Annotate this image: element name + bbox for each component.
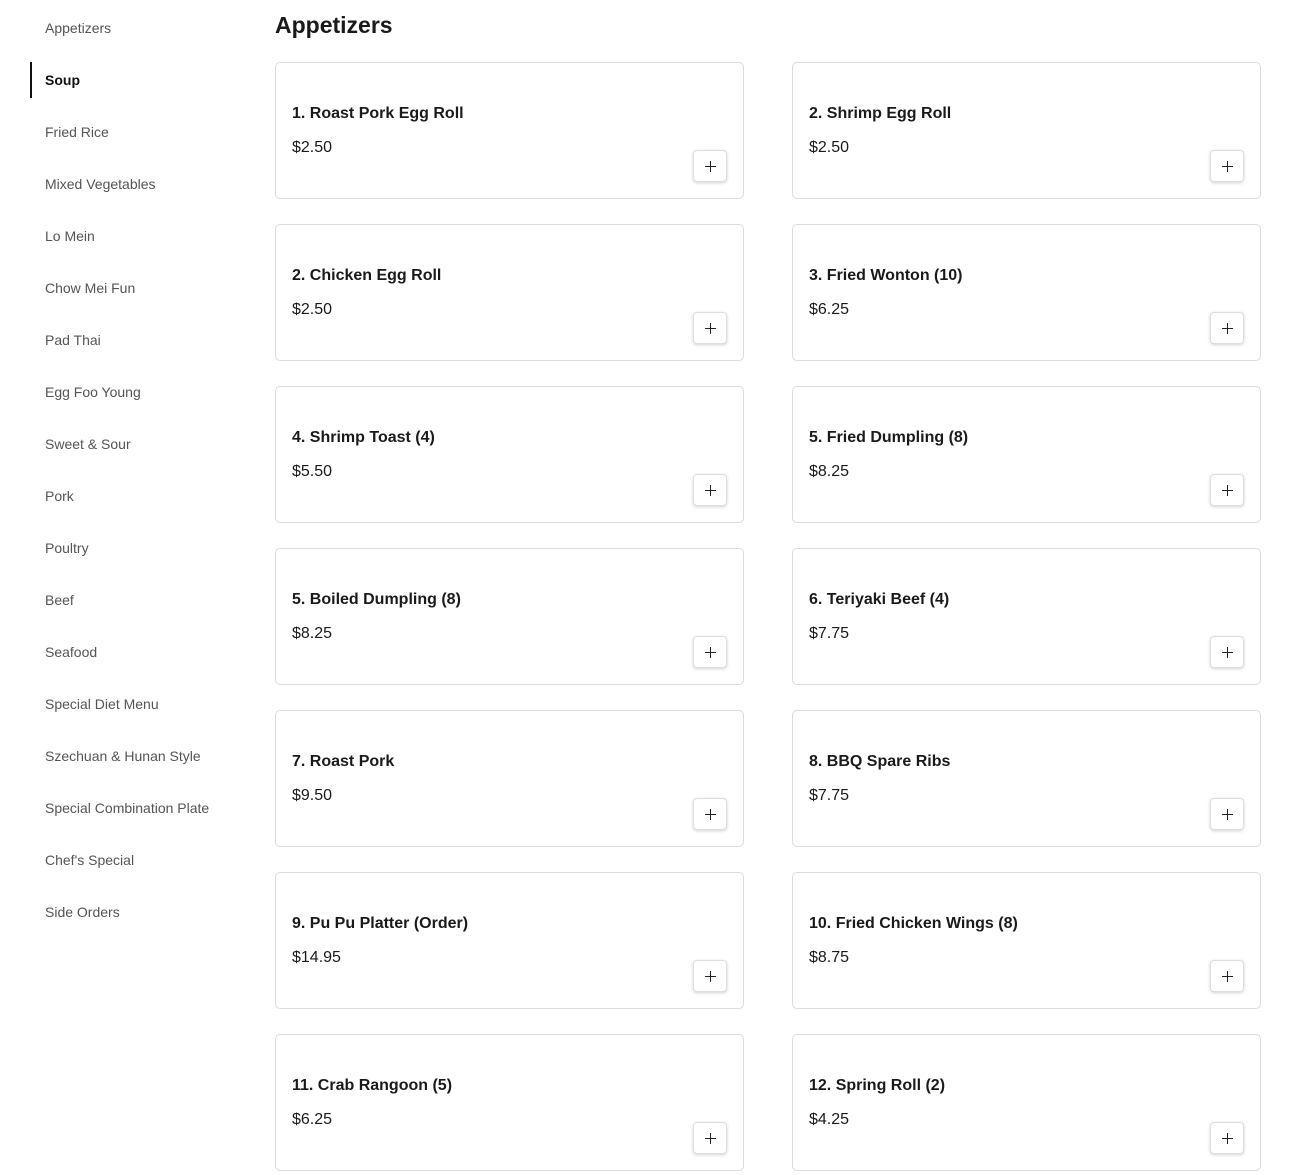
menu-item-card[interactable] (792, 710, 1261, 847)
menu-item-price: $14.95 (292, 949, 341, 966)
sidebar-item-special-combination-plate[interactable] (30, 782, 245, 834)
sidebar-item-label: Fried Rice (45, 124, 109, 140)
menu-item-name: 9. Pu Pu Platter (Order) (292, 915, 469, 932)
sidebar-item-label: Soup (45, 72, 80, 88)
plus-icon (1222, 971, 1233, 982)
sidebar-item-seafood[interactable] (30, 626, 245, 678)
menu-item-grid (275, 62, 1261, 1171)
sidebar-item-label: Sweet & Sour (45, 436, 131, 452)
sidebar-item-special-diet-menu[interactable] (30, 678, 245, 730)
plus-icon (1222, 1133, 1233, 1144)
sidebar-item-label: Seafood (45, 644, 98, 660)
sidebar-item-sweet-and-sour[interactable] (30, 418, 245, 470)
menu-item-name: 11. Crab Rangoon (5) (292, 1077, 453, 1094)
add-to-cart-button[interactable] (693, 798, 727, 830)
menu-item-price: $8.25 (292, 625, 333, 642)
sidebar-item-label: Mixed Vegetables (45, 176, 156, 192)
add-to-cart-button[interactable] (693, 1122, 727, 1154)
sidebar-item-mixed-vegetables[interactable] (30, 158, 245, 210)
add-to-cart-button[interactable] (1210, 1122, 1244, 1154)
sidebar-item-chow-mei-fun[interactable] (30, 262, 245, 314)
sidebar-item-pad-thai[interactable] (30, 314, 245, 366)
plus-icon (1222, 809, 1233, 820)
plus-icon (1222, 323, 1233, 334)
menu-item-name: 2. Shrimp Egg Roll (809, 105, 952, 122)
sidebar-item-soup[interactable] (30, 54, 245, 106)
add-to-cart-button[interactable] (693, 312, 727, 344)
menu-item-card[interactable] (792, 548, 1261, 685)
menu-item-name: 5. Fried Dumpling (8) (809, 429, 969, 446)
menu-item-card[interactable] (275, 224, 744, 361)
add-to-cart-button[interactable] (693, 474, 727, 506)
plus-icon (705, 161, 716, 172)
sidebar-item-label: Szechuan & Hunan Style (45, 748, 201, 764)
sidebar-item-label: Chow Mei Fun (45, 280, 136, 296)
plus-icon (1222, 485, 1233, 496)
sidebar-item-label: Egg Foo Young (45, 384, 141, 400)
menu-item-card[interactable] (275, 872, 744, 1009)
menu-item-price: $6.25 (292, 1111, 333, 1128)
plus-icon (705, 647, 716, 658)
sidebar-item-appetizers[interactable] (30, 2, 245, 54)
menu-item-name: 4. Shrimp Toast (4) (292, 429, 435, 446)
menu-item-card[interactable] (792, 1034, 1261, 1171)
menu-item-price: $2.50 (292, 301, 333, 318)
menu-item-price: $5.50 (292, 463, 333, 480)
menu-item-name: 5. Boiled Dumpling (8) (292, 591, 461, 608)
menu-item-price: $9.50 (292, 787, 333, 804)
sidebar-item-label: Pad Thai (45, 332, 101, 348)
menu-item-price: $7.75 (809, 625, 850, 642)
menu-item-name: 6. Teriyaki Beef (4) (809, 591, 950, 608)
sidebar-item-label: Side Orders (45, 904, 120, 920)
add-to-cart-button[interactable] (693, 960, 727, 992)
sidebar-item-label: Pork (45, 488, 74, 504)
add-to-cart-button[interactable] (1210, 150, 1244, 182)
plus-icon (705, 323, 716, 334)
menu-item-card[interactable] (275, 1034, 744, 1171)
menu-item-price: $2.50 (809, 139, 850, 156)
menu-item-card[interactable] (792, 872, 1261, 1009)
sidebar-item-beef[interactable] (30, 574, 245, 626)
sidebar-item-side-orders[interactable] (30, 886, 245, 938)
add-to-cart-button[interactable] (1210, 960, 1244, 992)
menu-item-price: $8.25 (809, 463, 850, 480)
plus-icon (705, 971, 716, 982)
sidebar-item-chef-s-special[interactable] (30, 834, 245, 886)
sidebar-item-egg-foo-young[interactable] (30, 366, 245, 418)
sidebar-item-label: Beef (45, 592, 74, 608)
category-list (30, 2, 245, 938)
menu-item-card[interactable] (275, 386, 744, 523)
menu-item-price: $6.25 (809, 301, 850, 318)
plus-icon (705, 485, 716, 496)
add-to-cart-button[interactable] (1210, 798, 1244, 830)
menu-item-name: 8. BBQ Spare Ribs (809, 753, 951, 770)
menu-item-name: 7. Roast Pork (292, 753, 395, 770)
menu-item-card[interactable] (275, 62, 744, 199)
sidebar-item-szechuan-and-hunan-style[interactable] (30, 730, 245, 782)
sidebar-item-pork[interactable] (30, 470, 245, 522)
menu-item-name: 2. Chicken Egg Roll (292, 267, 442, 284)
plus-icon (705, 809, 716, 820)
sidebar-item-poultry[interactable] (30, 522, 245, 574)
sidebar-item-label: Poultry (45, 540, 89, 556)
sidebar-item-label: Chef's Special (45, 852, 135, 868)
menu-item-card[interactable] (792, 386, 1261, 523)
menu-item-name: 10. Fried Chicken Wings (8) (809, 915, 1018, 932)
menu-item-price: $4.25 (809, 1111, 850, 1128)
add-to-cart-button[interactable] (1210, 474, 1244, 506)
sidebar-item-label: Lo Mein (45, 228, 95, 244)
sidebar-item-label: Appetizers (45, 20, 112, 36)
sidebar-item-fried-rice[interactable] (30, 106, 245, 158)
plus-icon (1222, 647, 1233, 658)
add-to-cart-button[interactable] (693, 150, 727, 182)
sidebar-item-label: Special Combination Plate (45, 800, 210, 816)
menu-item-card[interactable] (792, 62, 1261, 199)
section-title: Appetizers (275, 12, 393, 38)
add-to-cart-button[interactable] (1210, 636, 1244, 668)
menu-item-card[interactable] (792, 224, 1261, 361)
menu-item-price: $7.75 (809, 787, 850, 804)
menu-item-price: $8.75 (809, 949, 850, 966)
menu-item-card[interactable] (275, 710, 744, 847)
menu-item-name: 3. Fried Wonton (10) (809, 267, 963, 284)
menu-item-name: 1. Roast Pork Egg Roll (292, 105, 464, 122)
category-sidebar (0, 0, 250, 1175)
menu-item-price: $2.50 (292, 139, 333, 156)
add-to-cart-button[interactable] (693, 636, 727, 668)
plus-icon (1222, 161, 1233, 172)
sidebar-item-lo-mein[interactable] (30, 210, 245, 262)
sidebar-item-label: Special Diet Menu (45, 696, 159, 712)
menu-item-name: 12. Spring Roll (2) (809, 1077, 946, 1094)
menu-item-card[interactable] (275, 548, 744, 685)
plus-icon (705, 1133, 716, 1144)
add-to-cart-button[interactable] (1210, 312, 1244, 344)
